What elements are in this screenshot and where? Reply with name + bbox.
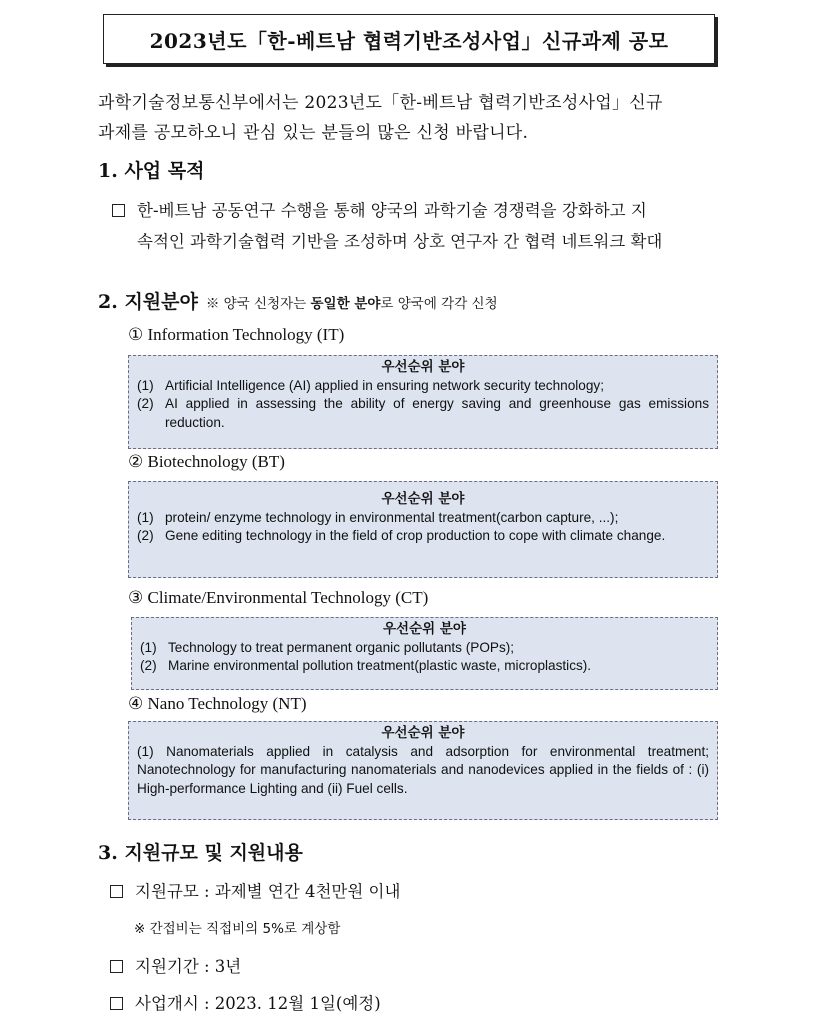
item-text: (1) Nanomaterials applied in catalysis and adsorption for environmental treatment; Nanotechnology for manufacturing nanomaterials and nanodevices applied in the fields of : (i) High-performance Lighting and (ii) Fuel cells.	[137, 743, 709, 796]
item-text: AI applied in assessing the ability of energy saving and greenhouse gas emissions reduction.	[165, 396, 709, 430]
field-nt-title: ④ Nano Technology (NT)	[128, 694, 307, 713]
checkbox-square-icon	[110, 997, 123, 1010]
section-2-note	[206, 296, 498, 312]
support-item-start	[110, 990, 381, 1014]
checkbox-square-icon	[112, 204, 125, 217]
item-text: Technology to treat permanent organic pollutants (POPs);	[168, 639, 515, 655]
support-scale-text: 지원규모 : 과제별 연간 4천만원 이내	[135, 882, 401, 901]
intro-line-2: 과제를 공모하오니 관심 있는 분들의 많은 신청 바랍니다.	[98, 123, 529, 143]
priority-item	[140, 639, 709, 658]
item-number: (2)	[137, 396, 154, 411]
document-title-text: 2023년도「한-베트남 협력기반조성사업」신규과제 공모	[149, 28, 669, 53]
item-text: Gene editing technology in the field of crop production to cope with climate change.	[165, 528, 666, 543]
priority-box-heading: 우선순위 분야	[383, 621, 466, 637]
intro-line-1: 과학기술정보통신부에서는 2023년도「한-베트남 협력기반조성사업」신규	[98, 93, 663, 113]
item-number: (1)	[140, 639, 157, 655]
priority-item	[137, 509, 709, 528]
item-text: Artificial Intelligence (AI) applied in ensuring network security technology;	[165, 377, 604, 393]
field-nt-priority-box	[128, 721, 718, 820]
priority-item	[140, 657, 709, 676]
note-bold: 동일한 분야	[310, 296, 381, 312]
support-start-text: 사업개시 : 2023. 12월 1일(예정)	[135, 994, 381, 1013]
support-item-period	[110, 953, 241, 977]
item-number: (2)	[140, 658, 157, 673]
section-1-bullet-line-2: 속적인 과학기술협력 기반을 조성하며 상호 연구자 간 협력 네트워크 확대	[137, 232, 663, 251]
indirect-cost-note: ※ 간접비는 직접비의 5%로 계상함	[134, 921, 341, 937]
support-period-text: 지원기간 : 3년	[135, 957, 242, 976]
priority-box-heading: 우선순위 분야	[381, 491, 465, 507]
item-number: (2)	[137, 528, 154, 543]
section-2-heading: 2. 지원분야	[98, 291, 198, 313]
item-text: protein/ enzyme technology in environmental treatment(carbon capture, ...);	[165, 509, 619, 525]
checkbox-square-icon	[110, 960, 123, 973]
priority-item	[137, 395, 709, 432]
field-ct-title: ③ Climate/Environmental Technology (CT)	[128, 588, 429, 607]
note-suffix: 로 양국에 각각 신청	[380, 296, 498, 312]
section-1-heading: 1. 사업 목적	[98, 160, 205, 182]
field-it-priority-box	[128, 355, 718, 449]
item-number: (1)	[137, 509, 154, 525]
priority-box-heading: 우선순위 분야	[381, 359, 465, 375]
item-text: Marine environmental pollution treatment(plastic waste, microplastics).	[168, 658, 592, 673]
checkbox-square-icon	[110, 885, 123, 898]
priority-item	[137, 743, 709, 799]
section-3-heading: 3. 지원규모 및 지원내용	[98, 842, 303, 864]
document-title	[103, 14, 715, 64]
field-bt-priority-box	[128, 481, 718, 578]
section-2-heading-row	[98, 287, 498, 314]
item-number: (1)	[137, 377, 154, 393]
section-1-bullet	[112, 197, 647, 221]
field-bt-title: ② Biotechnology (BT)	[128, 452, 285, 471]
note-prefix: ※ 양국 신청자는	[205, 296, 311, 312]
priority-item	[137, 377, 709, 396]
field-it-title: ① Information Technology (IT)	[128, 325, 345, 344]
field-ct-priority-box	[131, 617, 718, 690]
support-item-scale	[110, 878, 400, 902]
priority-item	[137, 527, 709, 546]
priority-box-heading: 우선순위 분야	[381, 725, 465, 741]
section-1-bullet-line-1: 한-베트남 공동연구 수행을 통해 양국의 과학기술 경쟁력을 강화하고 지	[137, 201, 647, 220]
